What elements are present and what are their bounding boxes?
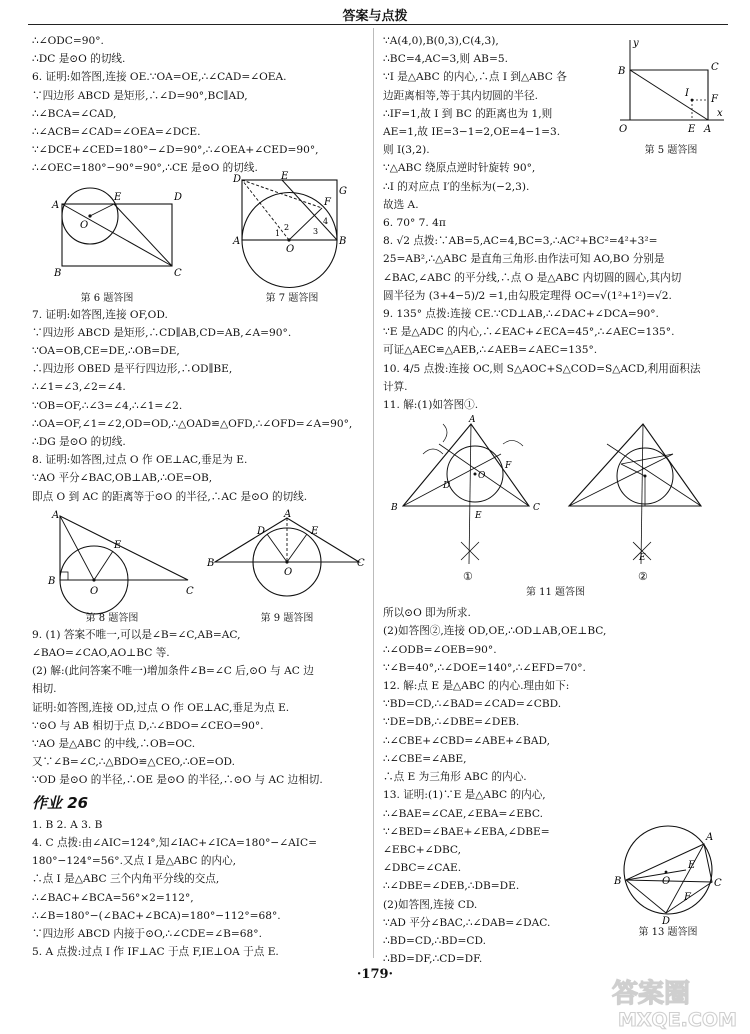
figure-5-drawing [616,36,726,144]
fig11-label-a: A [469,415,476,426]
fig5-label-y: y [633,38,639,49]
left-block-2 [32,306,367,506]
text-line: 边距离相等,等于其内切圆的半径. [383,89,539,102]
text-line: 故选 A. [383,198,419,211]
text-line: 则 I(3,2). [383,144,430,157]
text-line: ∴点 E 为三角形 ABC 的内心. [383,771,527,784]
figures-6-7 [32,170,367,306]
fig11-label-o: O [478,471,486,482]
fig6-label-c: C [174,267,182,279]
text-line: ∵BD=CD,∴∠BAD=∠CAD=∠CBD. [383,698,562,711]
watermark-logo [604,972,744,1030]
fig8-label-b: B [48,575,56,587]
fig13-label-e: E [688,860,696,872]
page-number: ·179· [356,967,394,982]
text-line: ∵AO 是△ABC 的中线,∴OB=OC. [32,738,196,751]
text-line: ∵OD 是⊙O 的半径,∴OE 是⊙O 的半径,∴⊙O 与 AC 边相切. [32,774,323,787]
figure-9-drawing [207,508,367,612]
figure-6 [32,184,182,306]
text-line: ∴∠OEC=180°−90°=90°,∴CE 是⊙O 的切线. [32,162,258,175]
text-line: 4. C 点拨:由∠AIC=124°,知∠IAC+∠ICA=180°−∠AIC= [32,836,317,849]
text-line: ∠BAC,∠ABC 的平分线,∴点 O 是△ABC 内切圆的圆心,其内切 [383,271,682,284]
text-line: 8. √2 点拨:∵AB=5,AC=4,BC=3,∴AC²+BC²=4²+3²= [383,235,658,248]
fig8-label-e: E [114,539,122,551]
figure-8 [32,510,192,626]
text-line: 1. B 2. A 3. B [32,818,103,831]
text-line: ∴四边形 OBED 是平行四边形,∴OD∥BE, [32,363,233,376]
fig9-label-d: D [257,525,266,537]
fig9-label-o: O [284,566,293,578]
text-line: ∴∠ACB=∠CAD=∠OEA=∠DCE. [32,126,201,139]
fig11-label-f: F [505,461,512,472]
text-line: 证明:如答图,连接 OD,过点 O 作 OE⊥AC,垂足为点 E. [32,701,290,714]
text-line: ∴∠DBE=∠DEB,∴DB=DE. [383,880,520,893]
fig5-label-o: O [619,124,628,135]
text-line: (2)如答图,连接 CD. [383,898,478,911]
fig7-label-o: O [286,243,295,255]
page-title: 答案与点拨 [342,9,408,24]
watermark-line-2: MXQE.COM [618,1009,737,1031]
text-line: ∴BD=DF,∴CD=DF. [383,953,483,966]
fig5-label-c: C [711,62,719,73]
fig13-label-f: F [684,892,691,904]
fig7-label-d: D [233,173,242,185]
figure-7 [227,172,357,306]
text-line: ∴DG 是⊙O 的切线. [32,436,126,449]
text-line: 12. 解:点 E 是△ABC 的内心.理由如下: [383,680,570,693]
text-line: ∴∠ODC=90°. [32,35,104,47]
fig11-label-circled-2: ② [638,570,648,584]
text-line: 相切. [32,683,57,696]
fig7-label-3: 3 [313,226,319,236]
fig9-label-a: A [284,508,292,520]
fig13-label-d: D [662,916,671,928]
text-line: 13. 证明:(1)∵E 是△ABC 的内心, [383,789,546,802]
fig5-label-i: I [685,88,689,99]
left-column [32,32,367,961]
text-line: AE=1,故 IE=3−1=2,OE=4−1=3. [383,126,561,139]
figure-8-drawing [32,510,192,612]
fig11-2-label-e: E [639,553,646,564]
text-line: ∴∠CBE+∠CBD=∠ABE+∠BAD, [383,734,550,747]
text-line: 25=AB²,∴△ABC 是直角三角形.由作法可知 AO,BO 分别是 [383,253,665,266]
text-line: ∵⊙O 与 AB 相切于点 D,∴∠BDO=∠CEO=90°. [32,719,264,732]
fig5-label-b: B [618,66,626,77]
text-line: ∴DC 是⊙O 的切线. [32,53,126,66]
text-line: ∠EBC+∠DBC, [383,843,462,856]
text-line: ∴∠BCA=∠CAD, [32,107,117,120]
section-heading: 作业 26 [32,793,89,812]
figure-5-caption: 第 5 题答图 [644,145,698,156]
fig11-label-c: C [533,503,540,514]
figure-8-caption: 第 8 题答图 [85,612,139,624]
left-block-3 [32,626,367,790]
text-line: 圆半径为 (3+4−5)/2 =1,由勾股定理得 OC=√(1²+1²)=√2. [383,289,672,302]
text-line: ∵∠B=40°,∴∠DOE=140°,∴∠EFD=70°. [383,661,586,674]
fig7-label-g: G [339,185,347,197]
fig13-label-o: O [662,876,671,888]
figure-6-drawing [32,184,182,292]
figure-9 [207,508,367,626]
figure-11-caption: 第 11 题答图 [525,587,586,599]
text-line: ∵A(4,0),B(0,3),C(4,3), [383,35,499,47]
text-line: ∵△ABC 绕原点逆时针旋转 90°, [383,162,536,175]
fig7-label-f: F [324,196,331,208]
text-line: 可证△AEC≌△AEB,∴∠AEB=∠AEC=135°. [383,344,598,357]
fig11-label-b: B [391,503,398,514]
fig9-label-b: B [207,557,215,569]
text-line: 即点 O 到 AC 的距离等于⊙O 的半径,∴AC 是⊙O 的切线. [32,490,308,503]
fig11-label-circled-1: ① [463,570,473,584]
text-line: 6. 70° 7. 4π [383,217,446,230]
right-block-2 [383,214,728,414]
fig11-label-e: E [475,511,482,522]
text-line: 6. 证明:如答图,连接 OE.∵OA=OE,∴∠CAD=∠OEA. [32,71,287,84]
fig13-label-c: C [714,878,722,890]
text-line: ∴I 的对应点 I′的坐标为(−2,3). [383,180,530,193]
text-line: ∵E 是△ADC 的内心,∴∠EAC+∠ECA=45°,∴∠AEC=135°. [383,326,675,339]
text-line: ∠DBC=∠CAE. [383,862,462,875]
column-divider [373,28,374,958]
figure-5 [616,36,726,158]
fig8-label-a: A [52,509,60,521]
text-line: ∴OA=OF,∠1=∠2,OD=OD,∴△OAD≌△OFD,∴∠OFD=∠A=90°, [32,417,353,430]
text-line: ∴∠ODB=∠OEB=90°. [383,643,497,656]
right-bottom [383,604,728,968]
text-line: ∵I 是△ABC 的内心,∴点 I 到△ABC 各 [383,71,567,84]
fig7-label-1: 1 [275,228,281,238]
figure-13 [612,820,724,940]
text-line: 5. A 点拨:过点 I 作 IF⊥AC 于点 F,IE⊥OA 于点 E. [32,946,279,959]
fig5-label-x: x [717,108,723,119]
fig7-label-e: E [281,170,289,182]
text-line: 10. 4/5 点拨:连接 OC,则 S△AOC+S△COD=S△ACD,利用面积法 [383,362,701,375]
figure-7-caption: 第 7 题答图 [265,292,319,304]
fig5-label-f: F [711,94,718,105]
fig6-label-o: O [80,219,89,231]
figure-11-drawing [383,414,723,586]
text-line: ∴BD=CD,∴BD=CD. [383,934,486,947]
fig11-construction-1 [390,415,540,583]
fig11-construction-2 [569,424,701,583]
text-line: 8. 证明:如答图,过点 O 作 OE⊥AC,垂足为 E. [32,454,248,467]
text-line: ∵∠BED=∠BAE+∠EBA,∠DBE= [383,825,550,838]
left-block-4 [32,816,367,962]
text-line: ∵四边形 ABCD 是矩形,∴CD∥AB,CD=AB,∠A=90°. [32,326,292,339]
fig6-label-e: E [114,191,122,203]
text-line: ∴∠BAC+∠BCA=56°×2=112°, [32,891,194,904]
fig7-label-4: 4 [323,216,329,226]
figure-6-caption: 第 6 题答图 [80,292,134,304]
fig7-label-b: B [339,235,347,247]
left-block-1 [32,32,367,178]
figure-7-drawing [227,172,357,292]
fig5-label-e: E [688,124,696,135]
text-line: 计算. [383,380,408,393]
fig6-label-b: B [54,267,62,279]
text-line: ∴点 I 是△ABC 三个内角平分线的交点, [32,873,220,886]
text-line: ∴∠1=∠3,∠2=∠4. [32,381,126,394]
text-line: ∴IF=1,故 I 到 BC 的距离也为 1,则 [383,107,553,120]
text-line: 9. 135° 点拨:连接 CE.∵CD⊥AB,∴∠DAC+∠DCA=90°. [383,308,659,321]
text-line: ∴BC=4,AC=3,则 AB=5. [383,53,508,66]
header-rule [28,24,728,25]
fig6-label-a: A [52,199,60,211]
text-line: (2)如答图②,连接 OD,OE,∴OD⊥AB,OE⊥BC, [383,625,607,638]
text-line: ∵四边形 ABCD 内接于⊙O,∴∠CDE=∠B=68°. [32,927,262,940]
fig8-label-c: C [186,585,194,597]
text-line: 180°−124°=56°.又点 I 是△ABC 的内心, [32,855,237,868]
right-top [383,32,728,214]
text-line: ∵∠DCE+∠CED=180°−∠D=90°,∴∠OEA+∠CED=90°, [32,144,319,157]
fig13-label-b: B [614,876,622,888]
watermark-line-1: 答案圈 [612,979,691,1009]
text-line: ∠BAO=∠CAO,AO⊥BC 等. [32,647,170,660]
text-line: ∴∠BAE=∠CAE,∠EBA=∠EBC. [383,807,544,820]
figures-8-9 [32,506,367,626]
figure-9-caption: 第 9 题答图 [260,612,314,624]
fig9-label-e: E [311,525,319,537]
text-line: ∵DE=DB,∴∠DBE=∠DEB. [383,716,520,729]
text-line: (2) 解:(此问答案不唯一)增加条件∠B=∠C 后,⊙O 与 AC 边 [32,665,314,678]
text-line: ∴∠B=180°−(∠BAC+∠BCA)=180°−112°=68°. [32,909,281,922]
figure-13-caption: 第 13 题答图 [638,927,698,939]
fig11-label-d: D [443,481,451,492]
text-line: ∴∠CBE=∠ABE, [383,752,467,765]
fig9-label-c: C [357,557,365,569]
fig5-label-a: A [704,124,712,135]
text-line: 11. 解:(1)如答图①. [383,399,479,412]
fig6-label-d: D [174,191,183,203]
text-line: ∵OA=OB,CE=DE,∴OB=DE, [32,345,180,358]
fig8-label-o: O [90,585,99,597]
figure-11 [383,414,728,604]
text-line: ∵AD 平分∠BAC,∴∠DAB=∠DAC. [383,916,551,929]
fig13-label-a: A [706,832,714,844]
fig7-label-2: 2 [284,222,290,232]
text-line: 所以⊙O 即为所求. [383,607,471,620]
fig7-label-a: A [233,235,241,247]
right-column [383,32,728,968]
text-line: 9. (1) 答案不唯一,可以是∠B=∠C,AB=AC, [32,628,241,641]
page-header [0,0,750,26]
text-line: ∵OB=OF,∴∠3=∠4,∴∠1=∠2. [32,399,183,412]
text-line: ∵四边形 ABCD 是矩形,∴∠D=90°,BC∥AD, [32,89,248,102]
text-line: 7. 证明:如答图,连接 OF,OD. [32,308,168,321]
text-line: ∵AO 平分∠BAC,OB⊥AB,∴OE=OB, [32,472,213,485]
text-line: 又∵∠B=∠C,∴△BDO≌△CEO,∴OE=OD. [32,756,236,769]
figure-13-drawing [612,820,724,926]
